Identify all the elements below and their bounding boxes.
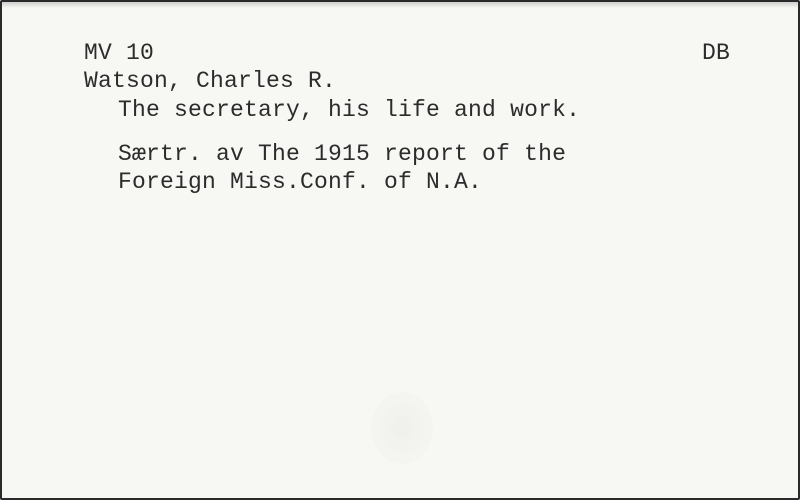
location-code: DB — [702, 40, 731, 66]
work-title: The secretary, his life and work. — [118, 97, 581, 123]
call-number: MV 10 — [84, 40, 155, 66]
punch-hole — [371, 392, 433, 464]
note-line-2: Foreign Miss.Conf. of N.A. — [118, 169, 483, 195]
author-name: Watson, Charles R. — [84, 68, 337, 94]
card-top-edge — [2, 2, 800, 8]
note-line-1: Særtr. av The 1915 report of the — [118, 141, 567, 167]
